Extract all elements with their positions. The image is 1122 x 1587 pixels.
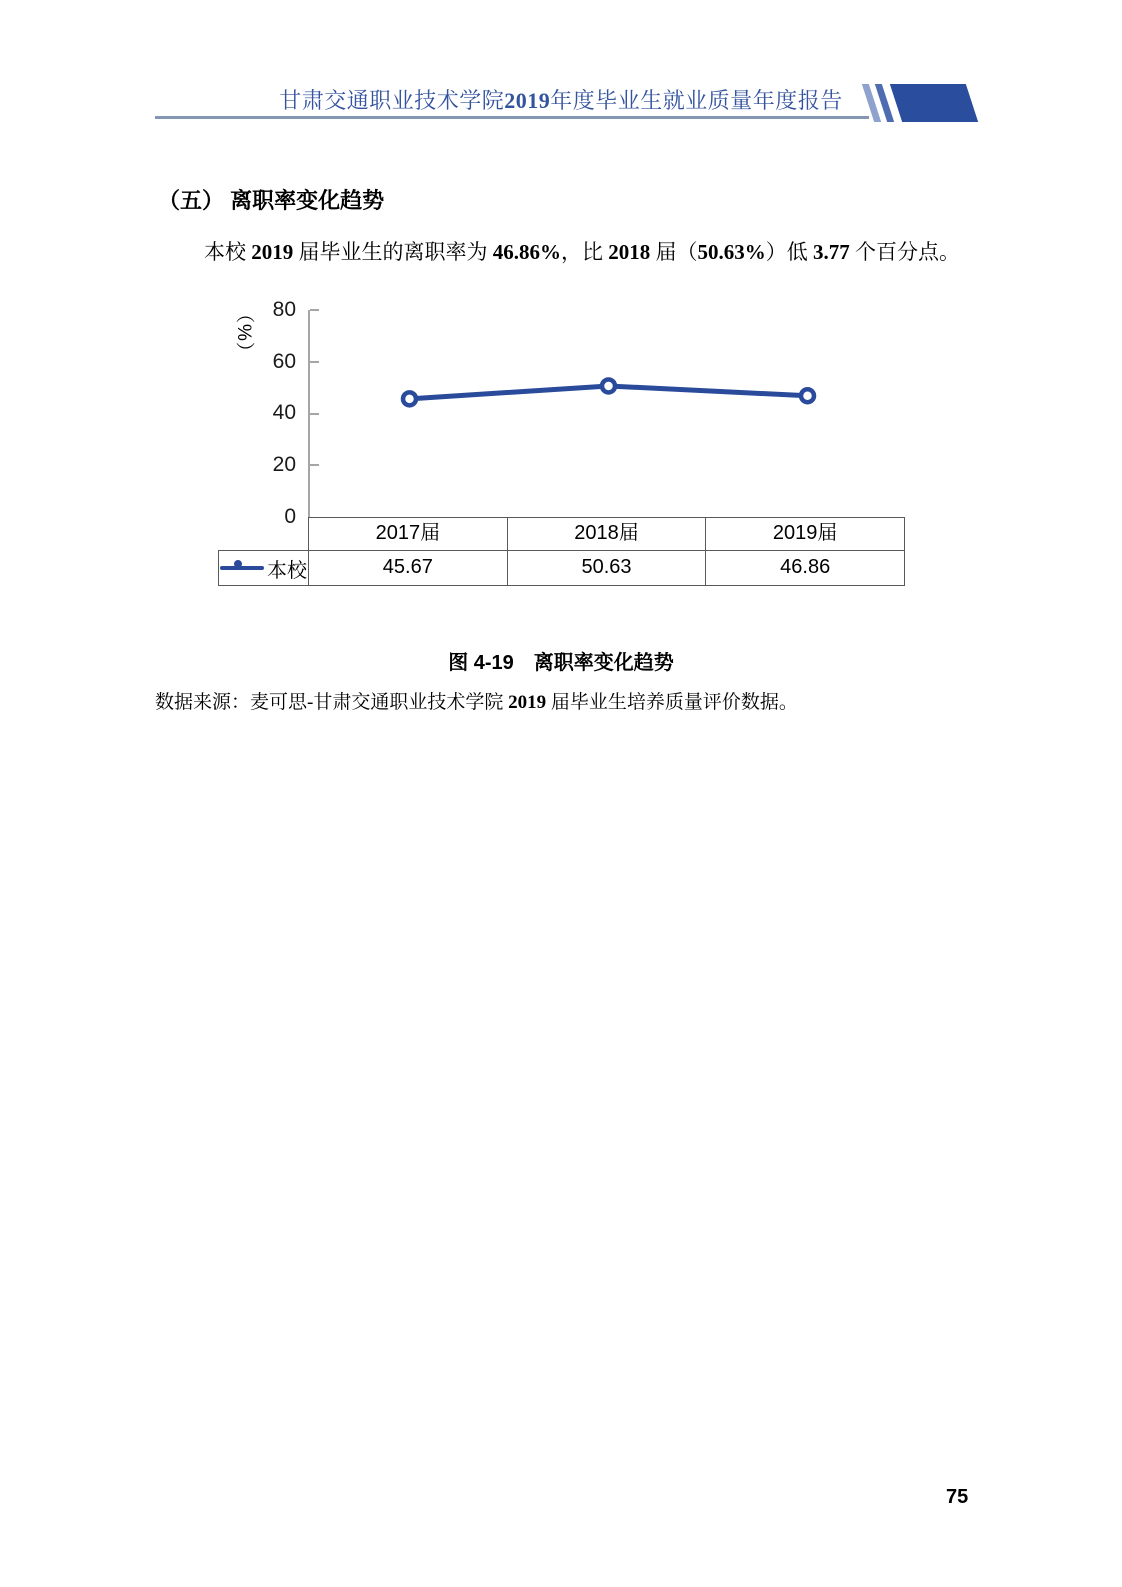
section-heading: （五） 离职率变化趋势	[158, 188, 385, 213]
y-tick-label-0: 0	[284, 505, 296, 528]
header-rule	[155, 116, 869, 119]
series-value: 46.86	[705, 551, 904, 585]
y-tick-label-60: 60	[272, 350, 296, 373]
turnover-line-chart	[218, 300, 905, 586]
figure-caption: 图 4-19 离职率变化趋势	[448, 652, 674, 674]
legend-series-name: 本校	[267, 559, 307, 582]
page-header-title: 甘肃交通职业技术学院2019年度毕业生就业质量年度报告	[279, 88, 843, 113]
category-label: 2017届	[375, 522, 441, 544]
body-paragraph: 本校 2019 届毕业生的离职率为 46.86%，比 2018 届（50.63%）低 3.77 个百分点。	[204, 240, 960, 264]
y-tick-label-20: 20	[272, 453, 296, 476]
chart-table-value-row	[218, 550, 905, 586]
series-value: 50.63	[507, 551, 706, 585]
header-decoration	[862, 84, 982, 122]
category-label: 2019届	[705, 518, 904, 550]
category-label: 2018届	[507, 518, 706, 550]
legend-circle-marker-icon	[234, 560, 242, 568]
plot-area	[308, 310, 905, 517]
y-axis-unit-label: （%）	[233, 304, 254, 362]
legend-cell	[219, 551, 309, 585]
series-value: 45.67	[382, 556, 433, 578]
y-tick-label-80: 80	[272, 298, 296, 321]
legend-line	[220, 566, 264, 570]
data-source-note: 数据来源：麦可思-甘肃交通职业技术学院 2019 届毕业生培养质量评价数据。	[155, 692, 798, 713]
page-number: 75	[946, 1486, 969, 1508]
chart-table-header-row	[308, 517, 905, 550]
y-tick-label-40: 40	[272, 401, 296, 424]
line-series-svg	[310, 310, 907, 517]
header-bar	[890, 84, 978, 122]
legend-marker-icon	[220, 560, 264, 576]
